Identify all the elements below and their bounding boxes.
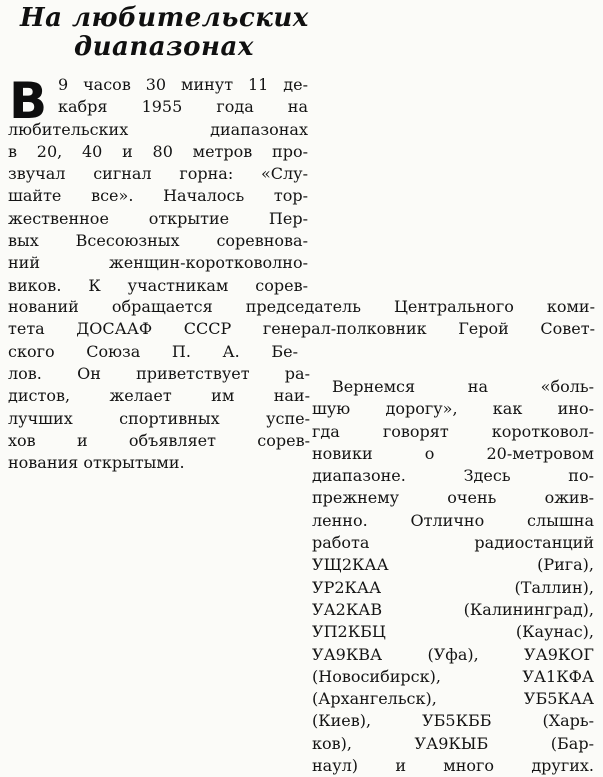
text-line: ского Союза П. А. Бе- (8, 341, 298, 361)
text-line: шую дорогу», как ино- (312, 399, 594, 419)
text-line: 9 часов 30 минут 11 де- (58, 75, 308, 94)
text-line: ний женщин-коротковолно- (8, 253, 308, 273)
text-line: Вернемся на «боль- (332, 377, 594, 396)
text-line: диапазоне. Здесь по- (312, 466, 594, 486)
article-column-left (8, 363, 310, 474)
text-line: УР2КАА (Таллин), (312, 577, 594, 597)
text-line: работа радиостанций (312, 533, 594, 553)
headline-line-2: диапазонах (74, 32, 254, 62)
text-line: новики о 20-метровом (312, 443, 594, 463)
drop-cap: В (9, 72, 48, 130)
article-headline (20, 4, 309, 62)
article-column-top (8, 74, 308, 297)
text-line: виков. К участникам сорев- (8, 275, 308, 295)
text-line: (Новосибирск), УА1КФА (312, 666, 594, 686)
article-wide-lines (8, 296, 595, 363)
text-line: в 20, 40 и 80 метров про- (8, 141, 308, 161)
text-line: (Киев), УБ5КББ (Харь- (312, 711, 594, 731)
text-line: шайте все». Началось тор- (8, 186, 308, 206)
text-line: УП2КБЦ (Каунас), (312, 622, 594, 642)
text-line: жественное открытие Пер- (8, 208, 308, 228)
text-line: УЩ2КАА (Рига), (312, 555, 594, 575)
headline-line-1: На любительских (20, 3, 309, 33)
text-line: ленно. Отлично слышна (312, 510, 594, 530)
text-line: вых Всесоюзных соревнова- (8, 231, 308, 251)
text-line: дистов, желает им наи- (8, 386, 310, 406)
text-line: кабря 1955 года на (58, 97, 308, 117)
text-line: хов и объявляет сорев- (8, 430, 310, 450)
text-line: гда говорят коротковол- (312, 421, 594, 441)
text-line: прежнему очень ожив- (312, 488, 594, 508)
text-line: нования открытыми. (8, 453, 185, 473)
text-line: УА9КВА (Уфа), УА9КОГ (312, 644, 594, 664)
text-line: тета ДОСААФ СССР генерал-полковник Герой Совет- (8, 319, 595, 339)
text-line: ков), УА9КЫБ (Бар- (312, 733, 594, 753)
text-line: звучал сигнал горна: «Слу- (8, 164, 308, 184)
article-column-right (312, 376, 594, 777)
text-line: наул) и много других. (312, 756, 594, 776)
text-line: лов. Он приветствует ра- (8, 364, 310, 383)
text-line: УА2КАВ (Калининград), (312, 599, 594, 619)
text-line: лучших спортивных успе- (8, 408, 310, 428)
text-line: нований обращается председатель Центрального коми- (8, 297, 595, 316)
text-line: любительских диапазонах (8, 119, 308, 139)
text-line: (Архангельск), УБ5КАА (312, 689, 594, 709)
